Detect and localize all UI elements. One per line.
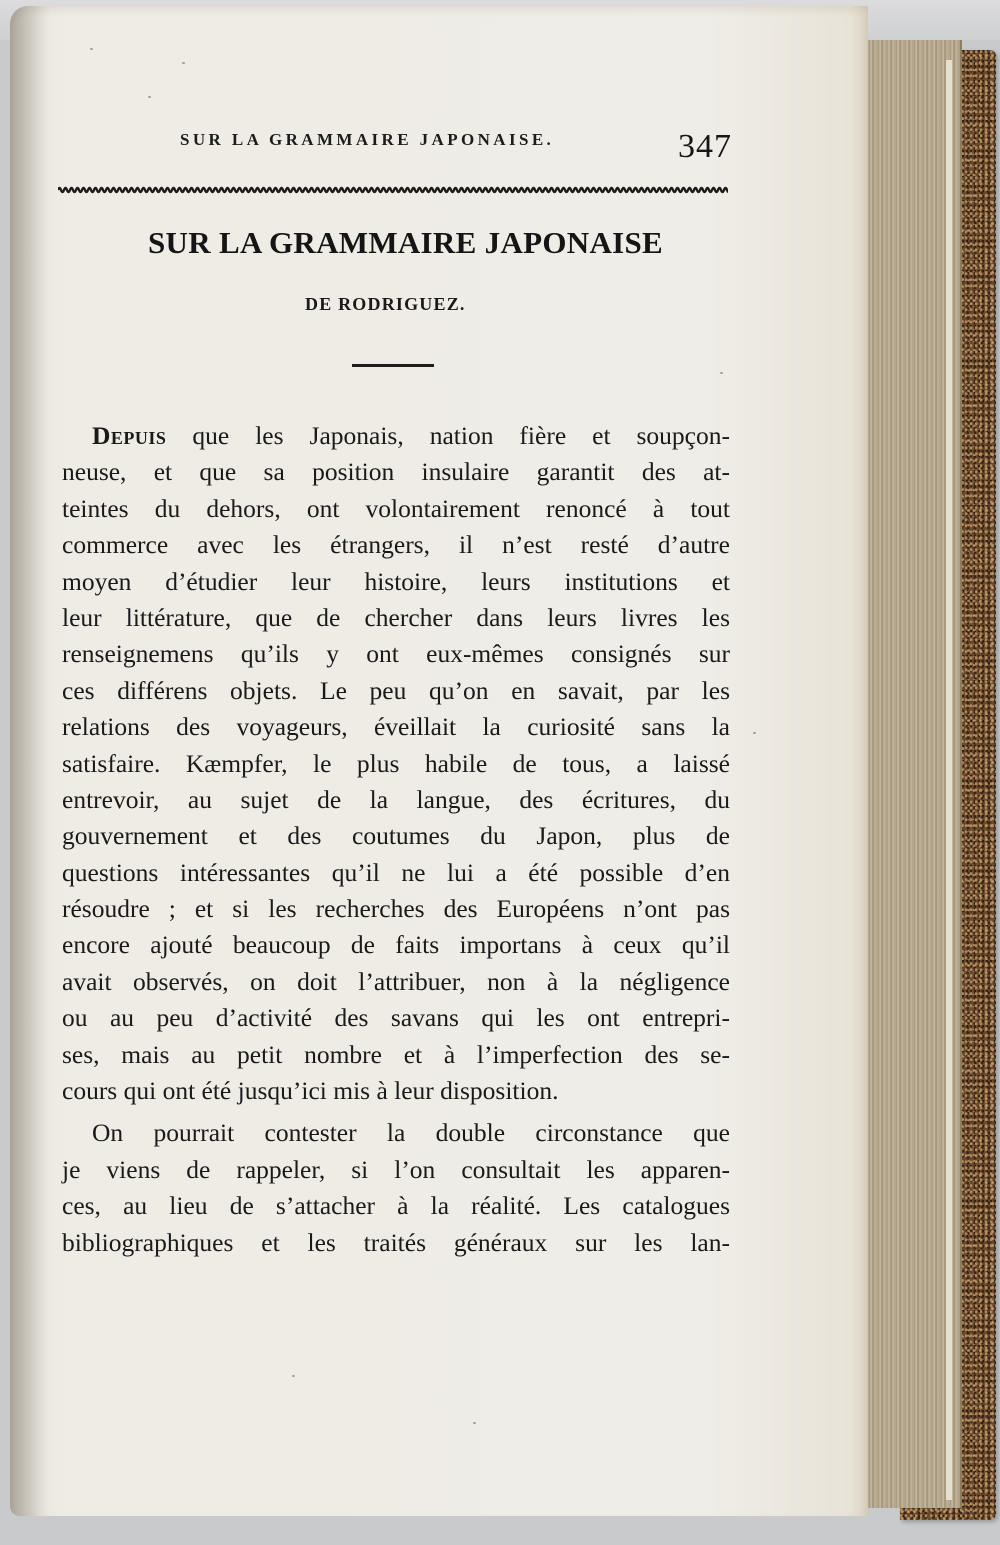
text-line: avait observés, on doit l’attribuer, non à la négligence [62, 966, 730, 996]
paper-speck [90, 48, 93, 50]
text-line: questions intéressantes qu’il ne lui a été possible d’en [62, 857, 730, 887]
text-line: ces, au lieu de s’attacher à la réalité. Les catalogues [62, 1191, 730, 1221]
article-subtitle: DE RODRIGUEZ. [305, 294, 466, 314]
text-line: entrevoir, au sujet de la langue, des écritures, du [62, 784, 730, 814]
text-line: leur littérature, que de chercher dans leurs livres les [62, 602, 730, 632]
text-line: Depuis que les Japonais, nation fière et soupçon- [92, 421, 730, 450]
article-title: SUR LA GRAMMAIRE JAPONAISE [148, 225, 664, 260]
text-line: bibliographiques et les traités généraux sur les lan- [62, 1227, 730, 1257]
body-text [62, 418, 730, 1261]
paper-speck [292, 1375, 295, 1377]
running-head: SUR LA GRAMMAIRE JAPONAISE. [180, 130, 555, 149]
text-line: je viens de rappeler, si l’on consultait les apparen- [62, 1154, 730, 1184]
text-line: ses, mais au petit nombre et à l’imperfection des se- [62, 1039, 730, 1069]
text-line: cours qui ont été jusqu’ici mis à leur disposition. [62, 1076, 559, 1106]
text-line: moyen d’étudier leur histoire, leurs institutions et [62, 566, 730, 596]
text-line: On pourrait contester la double circonstance que [92, 1118, 730, 1148]
text-line: satisfaire. Kæmpfer, le plus habile de tous, a laissé [62, 748, 730, 778]
page-edges [868, 40, 962, 1508]
text-line: commerce avec les étrangers, il n’est resté d’autre [62, 530, 730, 560]
text-line: résoudre ; et si les recherches des Européens n’ont pas [62, 894, 730, 924]
text-line: encore ajouté beaucoup de faits importans à ceux qu’il [62, 930, 730, 960]
text-line: neuse, et que sa position insulaire garantit des at- [62, 457, 730, 487]
paragraph-1 [62, 418, 730, 1109]
paper-speck [148, 96, 151, 98]
text-line: renseignemens qu’ils y ont eux-mêmes consignés sur [62, 639, 730, 669]
page-number: 347 [678, 128, 732, 165]
paper-speck [473, 1422, 476, 1424]
paper-speck [753, 732, 756, 734]
text-line: ces différens objets. Le peu qu’on en savait, par les [62, 675, 730, 705]
text-line: relations des voyageurs, éveillait la curiosité sans la [62, 712, 730, 742]
paragraph-2 [62, 1115, 730, 1261]
page-edge-highlight [946, 60, 952, 1500]
text-line: ou au peu d’activité des savans qui les ont entrepri- [62, 1003, 730, 1033]
text-line: teintes du dehors, ont volontairement renoncé à tout [62, 493, 730, 523]
drop-word: Depuis [92, 421, 167, 450]
wavy-rule-divider [58, 184, 728, 196]
paper-speck [720, 372, 723, 374]
title-rule [352, 364, 434, 367]
paper-speck [182, 62, 185, 64]
text-line: gouvernement et des coutumes du Japon, plus de [62, 821, 730, 851]
